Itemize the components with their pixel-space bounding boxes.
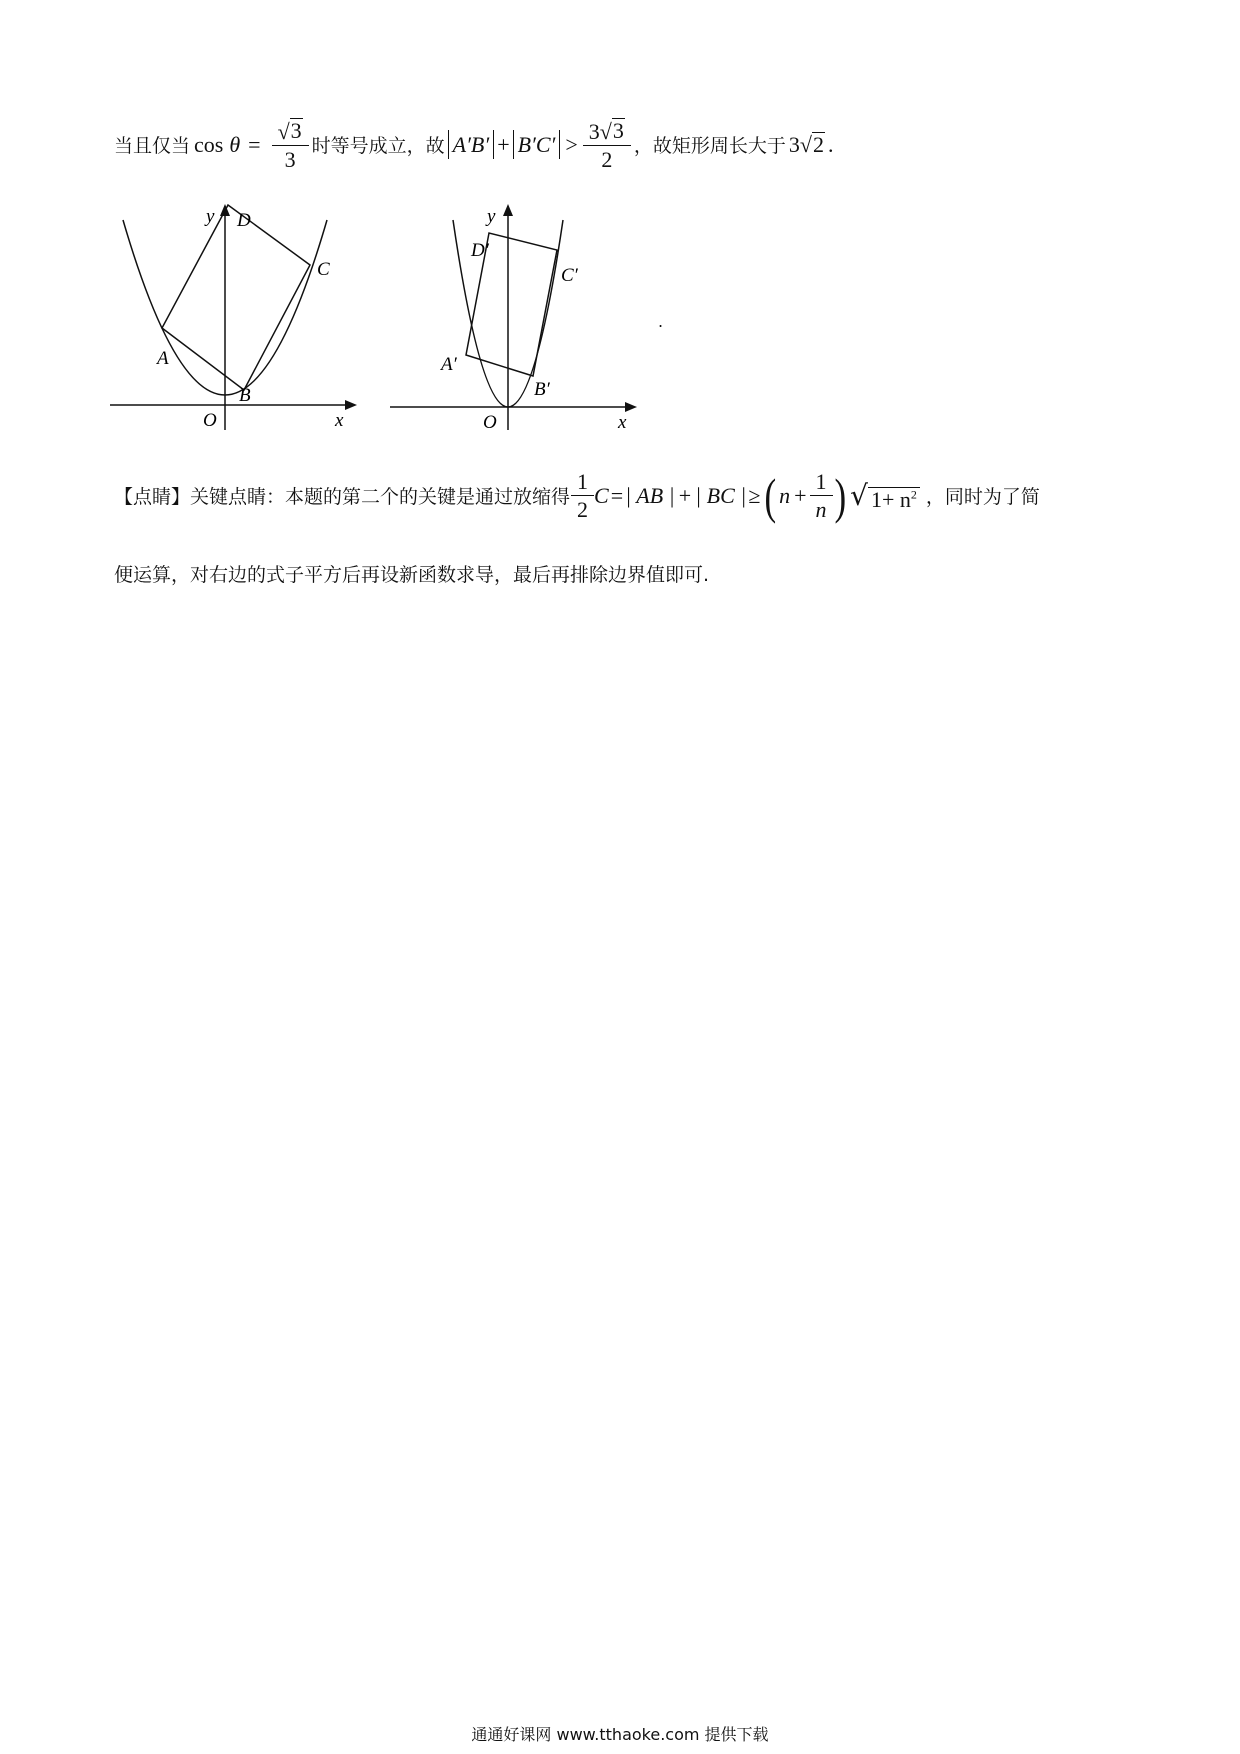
label-c: C	[317, 259, 330, 280]
right-paren: )	[833, 467, 846, 524]
fraction-numerator-2: 3 √ 3	[588, 118, 624, 145]
page-footer: 通通好课网 www.tthaoke.com 提供下载	[471, 1725, 769, 1744]
cos-symbol: cos	[194, 131, 224, 157]
label-b: B	[239, 385, 251, 406]
rectangle-abcd	[162, 205, 310, 390]
label-b-prime: B′	[534, 379, 550, 400]
left-paren: (	[764, 467, 777, 524]
line2-text-a: 【点睛】关键点睛：本题的第二个的关键是通过放缩得	[114, 486, 571, 509]
abs-ab: | AB |	[625, 482, 675, 508]
text-line-3: 便运算，对右边的式子平方后再设新函数求导，最后再排除边界值即可.	[114, 564, 710, 586]
stray-dot: .	[658, 312, 664, 331]
label-a-prime: A′	[441, 354, 457, 375]
fraction-one-half: $\frac{1}{2}$	[574, 470, 591, 521]
abs-b-prime-c-prime: B′C′	[513, 130, 561, 160]
line2-text-b: ，同时为了简	[925, 486, 1040, 509]
plus-sign: +	[497, 131, 510, 157]
text-line-2	[114, 467, 1040, 524]
x-axis-arrow	[345, 400, 357, 410]
line1-text-c: ，故矩形周长大于	[633, 135, 786, 158]
symbol-c: C	[594, 482, 609, 508]
greater-than-sign: >	[565, 131, 578, 157]
period: .	[827, 131, 834, 157]
line1-text-b: 时等号成立，故	[311, 135, 445, 158]
x-axis-arrow	[625, 402, 637, 412]
ge-sign: ≥	[748, 482, 761, 508]
equals-sign-2: =	[610, 482, 624, 508]
label-d-prime: D′	[471, 240, 489, 261]
abs-bc: | BC |	[695, 482, 747, 508]
label-y: y	[487, 206, 496, 227]
label-y: y	[206, 206, 215, 227]
fraction-denominator-2: 2	[583, 145, 631, 171]
label-x: x	[618, 412, 627, 433]
label-a: A	[157, 348, 169, 369]
fraction-numerator: √ 3	[277, 118, 302, 145]
plus-sign-2: +	[678, 482, 692, 508]
label-d: D	[237, 210, 251, 231]
theta-symbol: θ	[229, 131, 241, 157]
parabola-figure-left	[105, 200, 365, 440]
label-o: O	[483, 412, 497, 433]
parabola-figure-right	[385, 200, 645, 440]
text-line-1	[114, 118, 833, 171]
label-x: x	[335, 410, 344, 431]
result-3sqrt2: 3 √ 2	[788, 131, 824, 158]
plus-sign-3: +	[794, 482, 807, 508]
fraction-3sqrt3-over-2	[586, 118, 628, 171]
label-o: O	[203, 410, 217, 431]
abs-a-prime-b-prime: A′B′	[448, 130, 495, 160]
sqrt-one-plus-n-squared: √ $1+ n^2$	[850, 479, 920, 512]
line1-text-a: 当且仅当	[114, 135, 191, 158]
fraction-denominator: 3	[272, 145, 309, 171]
fraction-sqrt3-over-3	[275, 118, 306, 171]
fraction-one-over-n: $\frac{1}{n}$	[813, 470, 830, 521]
symbol-n: n	[779, 482, 791, 508]
y-axis-arrow	[503, 204, 513, 216]
label-c-prime: C′	[561, 265, 578, 286]
equals-sign: =	[248, 131, 261, 157]
